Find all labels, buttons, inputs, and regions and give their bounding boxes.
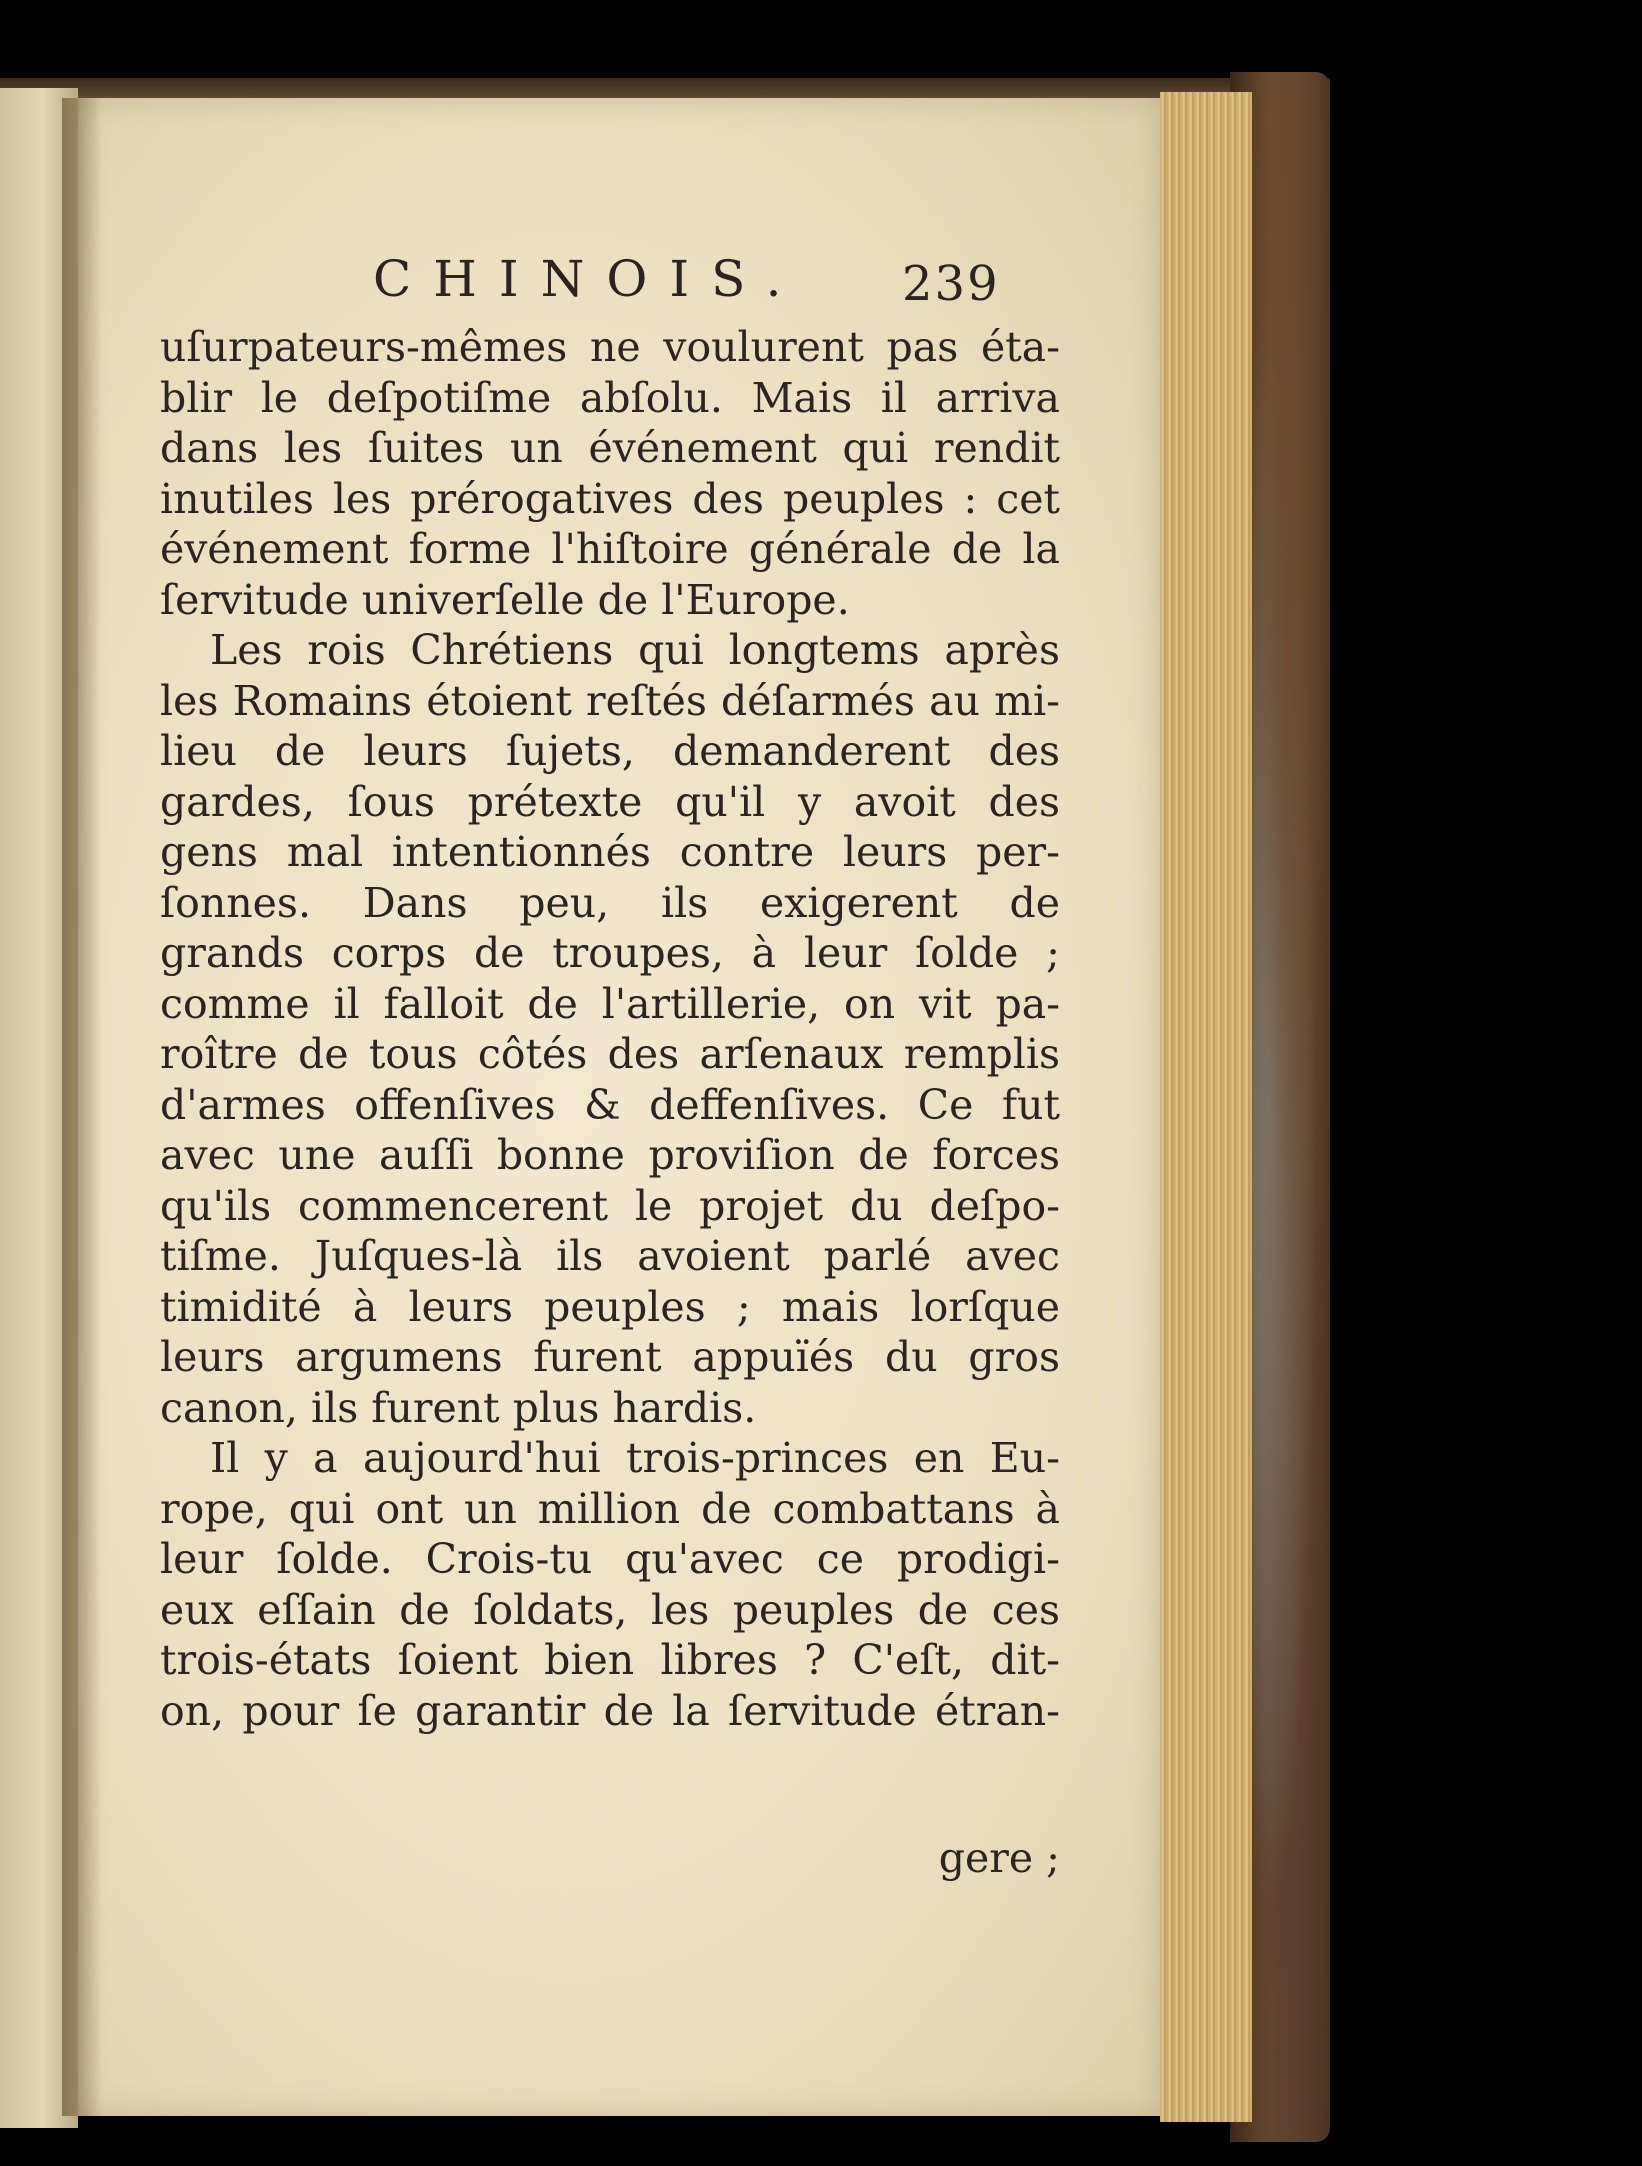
text-line: eux eſſain de ſoldats, les peuples de ces	[160, 1585, 1060, 1634]
gutter-shadow	[62, 98, 102, 2116]
paragraph	[160, 625, 1060, 1433]
text-line: gardes, ſous prétexte qu'il y avoit des	[160, 777, 1060, 826]
text-line: les Romains étoient reſtés déſarmés au mi-	[160, 676, 1060, 725]
text-line: leur ſolde. Crois-tu qu'avec ce prodigi-	[160, 1535, 1060, 1583]
text-line: Il y a aujourd'hui trois-princes en Eu-	[210, 1434, 1060, 1482]
page-number: 239	[902, 256, 1000, 312]
text-line: dans les ſuites un événement qui rendit	[160, 424, 1060, 472]
text-line: canon, ils furent plus hardis.	[160, 1383, 757, 1432]
text-line: d'armes offenſives & deffenſives. Ce fut	[160, 1080, 1060, 1129]
running-head: CHINOIS.	[373, 250, 804, 308]
text-line: uſurpateurs-mêmes ne voulurent pas éta-	[160, 323, 1060, 371]
text-line: leurs argumens furent appuïés du gros	[160, 1333, 1060, 1381]
catchword: gere ;	[938, 1834, 1060, 1882]
text-line: inutiles les prérogatives des peuples : cet	[160, 474, 1060, 523]
text-line: qu'ils commencerent le projet du deſpo-	[160, 1181, 1060, 1230]
page-block-fore-edge	[1160, 92, 1252, 2122]
book-page	[78, 98, 1160, 2116]
paragraph	[160, 1433, 1060, 1736]
text-line: événement forme l'hiſtoire générale de la	[160, 525, 1060, 573]
text-line: ſervitude univerſelle de l'Europe.	[160, 575, 850, 624]
text-line: rope, qui ont un million de combattans à	[160, 1484, 1060, 1533]
text-line: timidité à leurs peuples ; mais lorſque	[160, 1282, 1060, 1331]
body-text	[160, 322, 1060, 1736]
text-line: blir le deſpotiſme abſolu. Mais il arriva	[160, 373, 1060, 422]
text-line: comme il falloit de l'artillerie, on vit pa-	[160, 979, 1060, 1028]
paragraph	[160, 322, 1060, 625]
page-header	[78, 250, 1160, 330]
text-line: trois-états ſoient bien libres ? C'eſt, dit-	[160, 1636, 1060, 1684]
text-line: tiſme. Juſques-là ils avoient parlé avec	[160, 1232, 1060, 1280]
text-line: lieu de leurs ſujets, demanderent des	[160, 727, 1060, 775]
catchword-row	[78, 1834, 1060, 1884]
text-line: avec une auſſi bonne proviſion de forces	[160, 1131, 1060, 1179]
text-line: Les rois Chrétiens qui longtems après	[210, 626, 1060, 674]
text-line: on, pour ſe garantir de la ſervitude étran-	[160, 1686, 1060, 1735]
text-line: gens mal intentionnés contre leurs per-	[160, 828, 1060, 876]
text-line: ſonnes. Dans peu, ils exigerent de	[160, 878, 1060, 927]
text-line: roître de tous côtés des arſenaux remplis	[160, 1030, 1060, 1078]
text-line: grands corps de troupes, à leur ſolde ;	[160, 929, 1060, 977]
